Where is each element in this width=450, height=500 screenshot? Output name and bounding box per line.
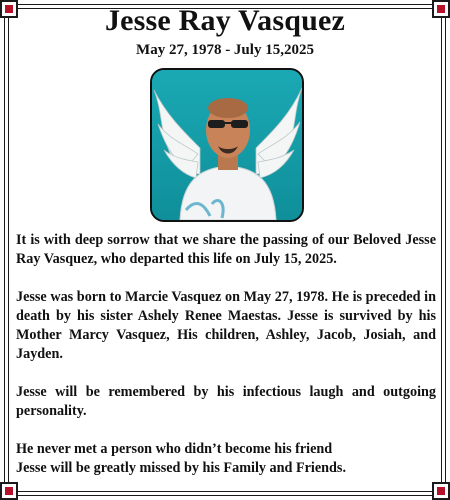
paragraph-missed: Jesse will be greatly missed by his Family and Friends. [16,460,347,476]
obituary-text [16,231,436,478]
deceased-name: Jesse Ray Vasquez [104,4,346,37]
paragraph-announcement: It is with deep sorrow that we share the passing of our Beloved Jesse Ray Vasquez, who departed this life on July 15, 2025. [16,232,436,267]
paragraph-friend: He never met a person who didn’t become his friend [16,441,333,457]
portrait-with-angel-wings-icon [152,70,302,220]
life-dates: May 27, 1978 - July 15,2025 [136,42,314,58]
paragraph-family: Jesse was born to Marcie Vasquez on May 27, 1978. He is preceded in death by his sister Ashely Renee Maestas. Jesse is survived by his Mother Marcy Vasquez, His children, Ashley, Jacob, Josiah, and Jayden. [16,289,436,362]
paragraph-remembrance: Jesse will be remembered by his infectious laugh and outgoing personality. [16,384,436,419]
memorial-photo [150,68,304,222]
corner-ornament-bottom-left [0,482,18,500]
corner-ornament-bottom-right [432,482,450,500]
